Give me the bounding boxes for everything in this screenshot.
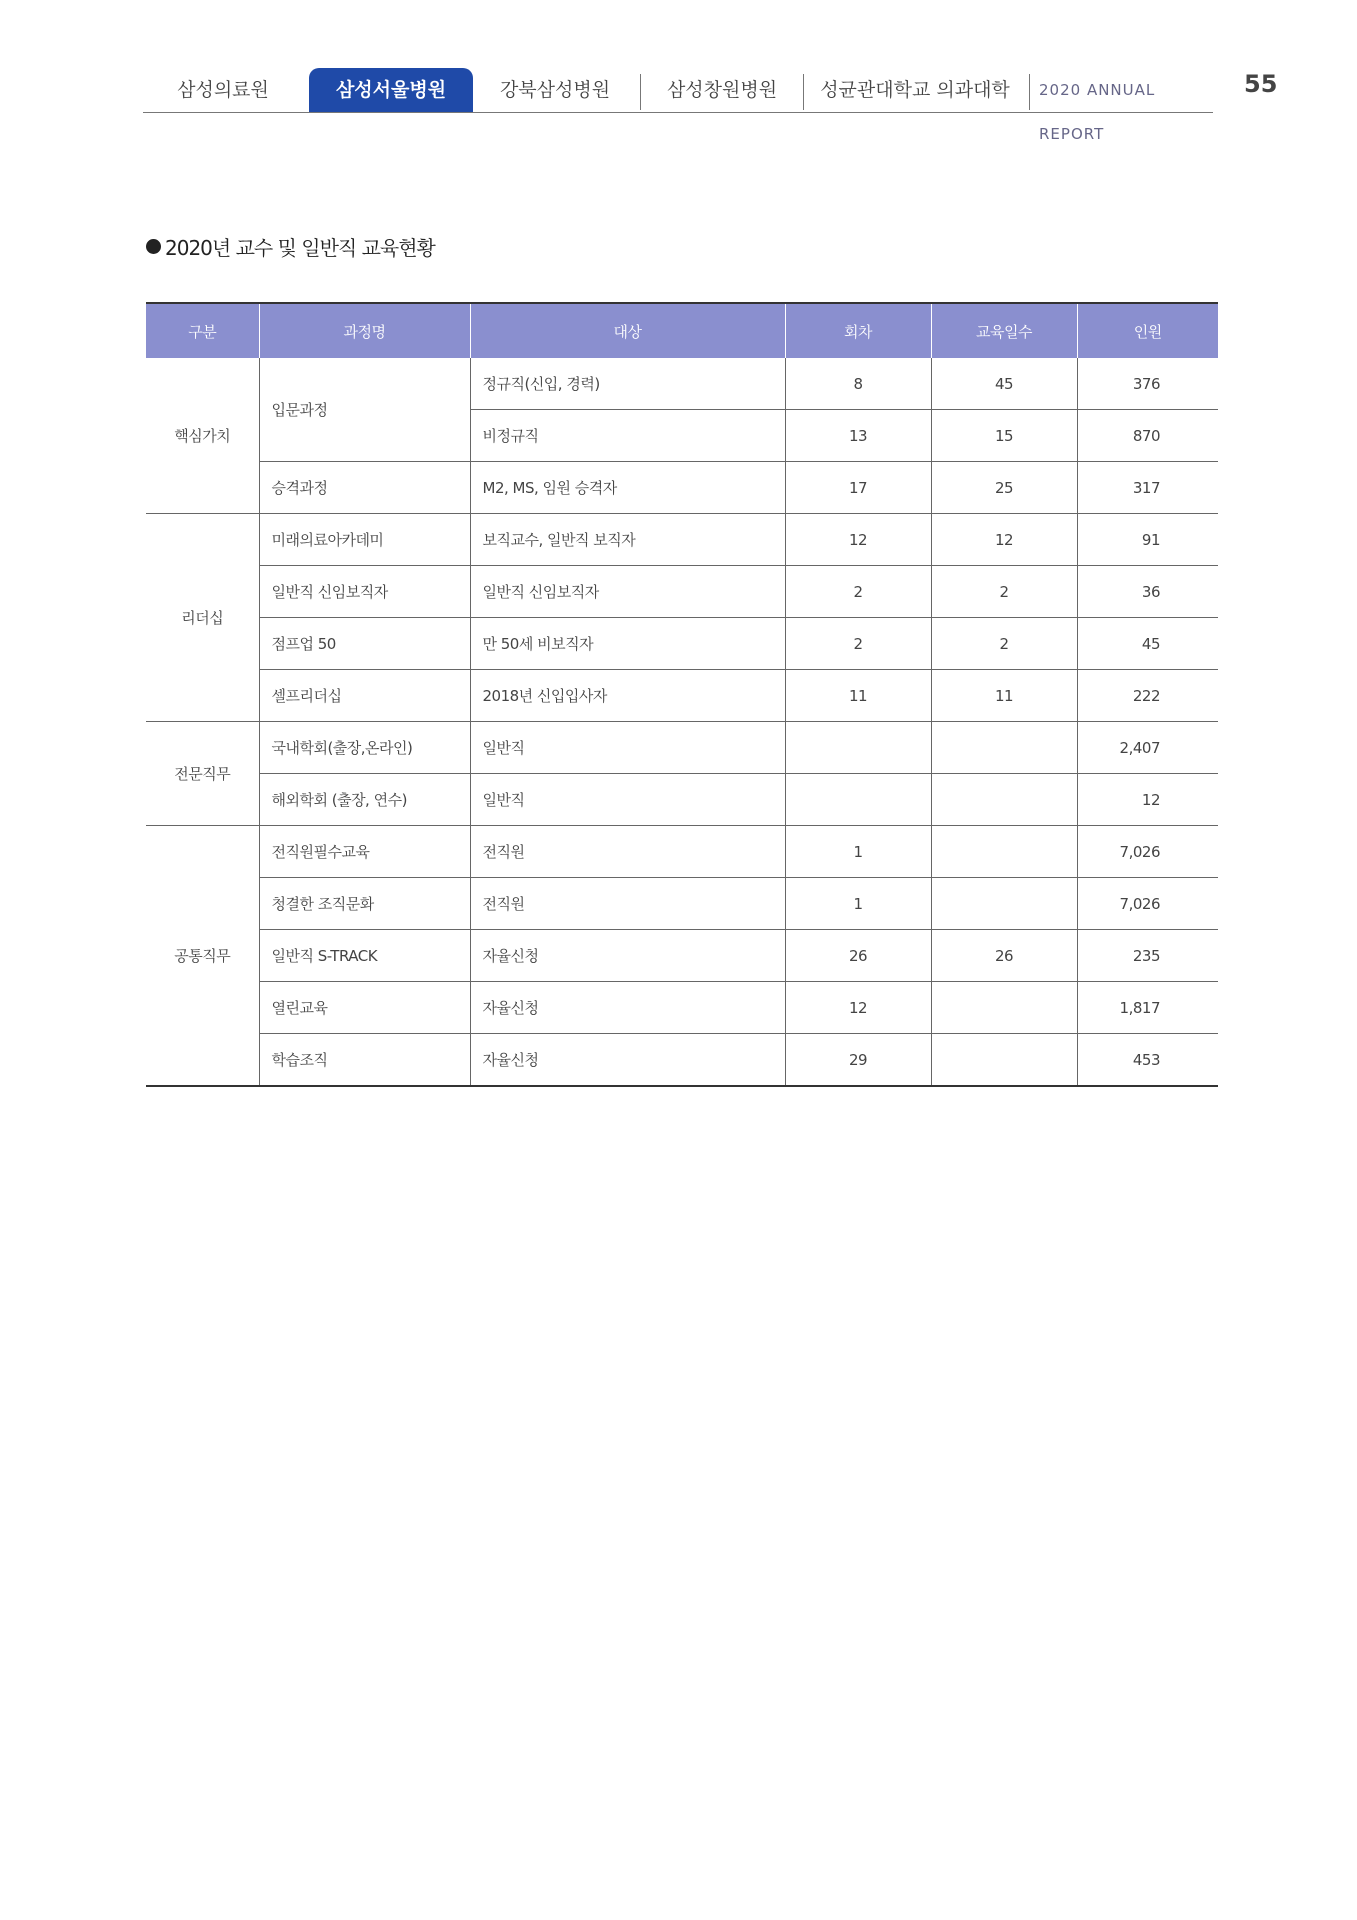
days-cell: [931, 774, 1077, 826]
days-cell: [931, 722, 1077, 774]
people-cell: 36: [1077, 566, 1218, 618]
group-cell: 핵심가치: [146, 358, 259, 514]
days-cell: 11: [931, 670, 1077, 722]
nav-tab-samsung-changwon-hospital[interactable]: 삼성창원병원: [666, 79, 778, 101]
days-cell: 26: [931, 930, 1077, 982]
course-cell: 열린교육: [259, 982, 470, 1034]
people-cell: 7,026: [1077, 878, 1218, 930]
course-cell: 학습조직: [259, 1034, 470, 1087]
sessions-cell: 8: [785, 358, 931, 410]
people-cell: 12: [1077, 774, 1218, 826]
table-row: [146, 1034, 1218, 1087]
people-cell: 1,817: [1077, 982, 1218, 1034]
sessions-cell: 13: [785, 410, 931, 462]
people-cell: 2,407: [1077, 722, 1218, 774]
sessions-cell: 11: [785, 670, 931, 722]
course-cell: 점프업 50: [259, 618, 470, 670]
course-cell: 셀프리더십: [259, 670, 470, 722]
page-number: 55: [1244, 70, 1278, 98]
sessions-cell: 29: [785, 1034, 931, 1087]
sessions-cell: 1: [785, 826, 931, 878]
days-cell: [931, 878, 1077, 930]
table-row: [146, 618, 1218, 670]
days-cell: 2: [931, 618, 1077, 670]
course-cell: 미래의료아카데미: [259, 514, 470, 566]
table-row: [146, 566, 1218, 618]
days-cell: [931, 826, 1077, 878]
group-cell: 전문직무: [146, 722, 259, 826]
days-cell: 25: [931, 462, 1077, 514]
sessions-cell: 17: [785, 462, 931, 514]
people-cell: 317: [1077, 462, 1218, 514]
column-header-course: 과정명: [259, 303, 470, 358]
table-row: [146, 722, 1218, 774]
sessions-cell: 26: [785, 930, 931, 982]
education-status-table: [146, 302, 1218, 1087]
table-row: [146, 878, 1218, 930]
nav-tab-samsung-seoul-hospital[interactable]: 삼성서울병원: [309, 68, 473, 112]
people-cell: 91: [1077, 514, 1218, 566]
table-row: [146, 670, 1218, 722]
bullet-icon: [146, 239, 161, 254]
table-row: [146, 930, 1218, 982]
table-row: [146, 826, 1218, 878]
days-cell: 2: [931, 566, 1077, 618]
nav-tab-kangbuk-samsung-hospital[interactable]: 강북삼성병원: [499, 79, 611, 101]
days-cell: 15: [931, 410, 1077, 462]
table-row: [146, 982, 1218, 1034]
sessions-cell: 12: [785, 514, 931, 566]
sessions-cell: 2: [785, 566, 931, 618]
target-cell: 자율신청: [470, 982, 785, 1034]
people-cell: 7,026: [1077, 826, 1218, 878]
table-header-row: [146, 303, 1218, 358]
section-title: [146, 232, 435, 261]
column-header-days: 교육일수: [931, 303, 1077, 358]
course-cell: 국내학회(출장,온라인): [259, 722, 470, 774]
column-header-people: 인원: [1077, 303, 1218, 358]
course-cell: 일반직 S-TRACK: [259, 930, 470, 982]
nav-tab-samsung-medical-center[interactable]: 삼성의료원: [177, 79, 269, 101]
people-cell: 870: [1077, 410, 1218, 462]
target-cell: 일반직: [470, 722, 785, 774]
target-cell: 일반직 신임보직자: [470, 566, 785, 618]
target-cell: M2, MS, 임원 승격자: [470, 462, 785, 514]
sessions-cell: 12: [785, 982, 931, 1034]
course-cell: 승격과정: [259, 462, 470, 514]
column-header-sessions: 회차: [785, 303, 931, 358]
target-cell: 2018년 신입입사자: [470, 670, 785, 722]
group-cell: 리더십: [146, 514, 259, 722]
course-cell: 전직원필수교육: [259, 826, 470, 878]
nav-tab-skku-medicine[interactable]: 성균관대학교 의과대학: [820, 79, 1010, 101]
course-cell: 입문과정: [259, 358, 470, 462]
target-cell: 보직교수, 일반직 보직자: [470, 514, 785, 566]
sessions-cell: [785, 722, 931, 774]
days-cell: [931, 982, 1077, 1034]
people-cell: 235: [1077, 930, 1218, 982]
course-cell: 해외학회 (출장, 연수): [259, 774, 470, 826]
sessions-cell: 2: [785, 618, 931, 670]
days-cell: 12: [931, 514, 1077, 566]
people-cell: 222: [1077, 670, 1218, 722]
table-row: [146, 462, 1218, 514]
sessions-cell: 1: [785, 878, 931, 930]
column-header-target: 대상: [470, 303, 785, 358]
target-cell: 전직원: [470, 878, 785, 930]
people-cell: 45: [1077, 618, 1218, 670]
nav-separator: [1029, 74, 1030, 110]
section-title-text: 2020년 교수 및 일반직 교육현황: [165, 236, 435, 260]
days-cell: 45: [931, 358, 1077, 410]
table-row: [146, 514, 1218, 566]
target-cell: 자율신청: [470, 930, 785, 982]
top-navigation: [143, 68, 1213, 143]
people-cell: 376: [1077, 358, 1218, 410]
days-cell: [931, 1034, 1077, 1087]
target-cell: 정규직(신입, 경력): [470, 358, 785, 410]
target-cell: 비정규직: [470, 410, 785, 462]
course-cell: 일반직 신임보직자: [259, 566, 470, 618]
people-cell: 453: [1077, 1034, 1218, 1087]
column-header-category: 구분: [146, 303, 259, 358]
target-cell: 일반직: [470, 774, 785, 826]
group-cell: 공통직무: [146, 826, 259, 1087]
course-cell: 청결한 조직문화: [259, 878, 470, 930]
target-cell: 자율신청: [470, 1034, 785, 1087]
annual-report-label: 2020 ANNUAL REPORT: [1039, 81, 1156, 143]
target-cell: 전직원: [470, 826, 785, 878]
target-cell: 만 50세 비보직자: [470, 618, 785, 670]
table-row: [146, 358, 1218, 410]
sessions-cell: [785, 774, 931, 826]
table-row: [146, 774, 1218, 826]
